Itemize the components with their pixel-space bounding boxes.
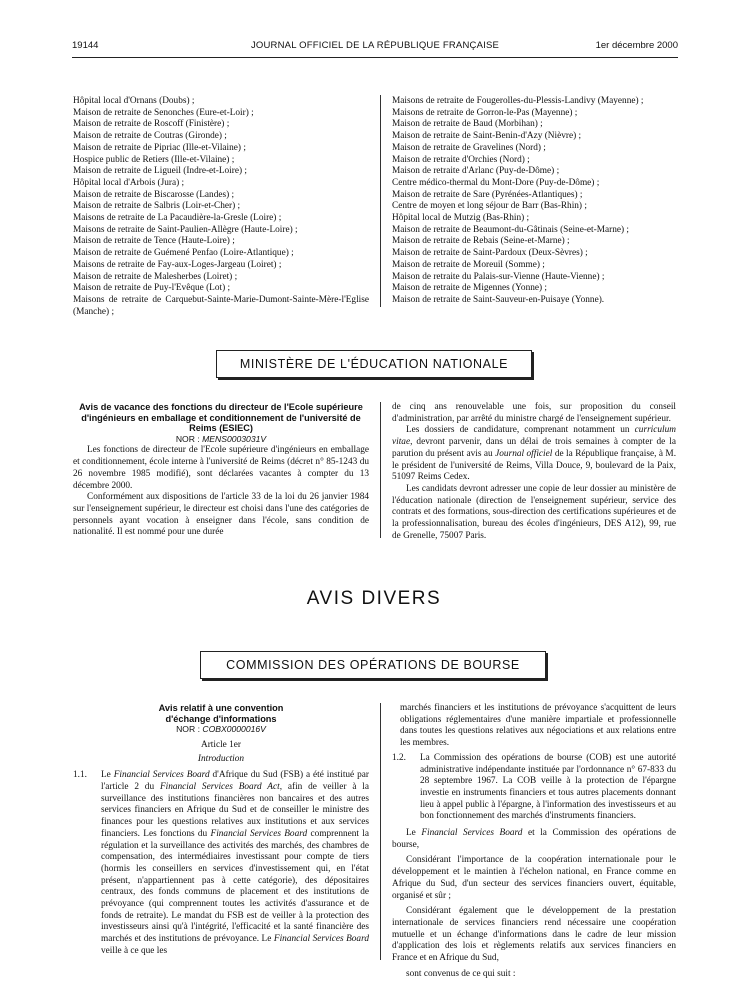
list-item: Maison de retraite de Senonches (Eure-et-Loir) ; (73, 107, 254, 118)
list-item: Maisons de retraite de Fay-aux-Loges-Jargeau (Loiret) ; (73, 259, 282, 270)
publication-date: 1er décembre 2000 (595, 40, 678, 51)
page-number: 19144 (72, 40, 99, 51)
column-divider-esiec (380, 402, 381, 538)
list-item: Maison de retraite de Saint-Benin-d'Azy (Nièvre) ; (392, 131, 582, 142)
ministry-heading-box (216, 350, 532, 378)
list-item: Centre médico-thermal du Mont-Dore (Puy-de-Dôme) ; (392, 177, 600, 188)
column-divider-cob (380, 703, 381, 960)
esiec-nor: NOR : MENS0003031V (175, 433, 267, 444)
list-item: Hôpital local de Mutzig (Bas-Rhin) ; (392, 213, 530, 224)
esiec-nor-code: MENS0003031V (202, 433, 267, 444)
cob-parties-paragraph: Le Financial Services Board et la Commission des opérations de bourse, (392, 828, 676, 850)
list-item: Maison de retraite de Malesherbes (Loiret) ; (73, 271, 238, 282)
cob-notice-left (73, 703, 369, 958)
cob-section-1-2: 1.2. La Commission des opérations de bourse (COB) est une autorité administrative indépendante instituée par l'ordonnance n° 67-833 du 28 septembre 1967. La COB veille à la protection de l'épargne investie en instruments financiers et tous autres placements donnant lieu à appel public à l'épargne, à l'information des investisseurs et au bon fonctionnement des marchés d'instruments financiers. (392, 752, 676, 822)
list-item: Maison de retraite de Biscarosse (Landes) ; (73, 189, 235, 200)
list-item: Maison de retraite de Salbris (Loir-et-Cher) ; (73, 201, 241, 212)
list-item: Maison de retraite de Guémené Penfao (Loire-Atlantique) ; (73, 248, 294, 259)
cob-section-1-1-continued: marchés financiers et les institutions de prévoyance s'acquittent de leurs obligations réglementaires d'une manière impartiale et professionnelle dans toutes les questions relatives aux négociations et aux relations entre les membres. (400, 703, 676, 749)
esiec-paragraph-2: Conformément aux dispositions de l'article 33 de la loi du 26 janvier 1984 sur l'enseignement supérieur, le directeur est choisi dans l'une des catégories de personnels ayant vocation à enseigner dans l'école, sans condition de nationalité. Il est nommé pour une durée (73, 492, 369, 538)
list-item: Centre de moyen et long séjour de Barr (Bas-Rhin) ; (392, 201, 587, 212)
establishment-list-left (73, 96, 369, 318)
list-item: Maison de retraite de Sare (Pyrénées-Atlantiques) ; (392, 189, 583, 200)
cob-title: Avis relatif à une convention d'échange d'informations (158, 703, 284, 724)
list-item: Maison de retraite de Coutras (Gironde) ; (73, 131, 227, 142)
esiec-paragraph-5: Les candidats devront adresser une copie de leur dossier au ministère de l'éducation nationale (direction de l'enseignement supérieur, service des contrats et des formations, sous-direction des certifications supérieures et de la professionnalisation, bureau des écoles d'ingénieurs, DES A12), 99, rue de Grenelle, 75007 Paris. (392, 483, 676, 541)
cob-notice-right (392, 703, 676, 980)
cob-heading: COMMISSION DES OPÉRATIONS DE BOURSE (226, 658, 520, 672)
cob-article-heading: Article 1er (200, 739, 241, 750)
esiec-title: Avis de vacance des fonctions du directeur de l'Ecole supérieure d'ingénieurs en emballage et conditionnement de l'université de Reims (ESIEC) (79, 402, 363, 434)
list-item: Maison de retraite de Rebais (Seine-et-Marne) ; (392, 236, 570, 247)
list-item: Maison de retraite d'Arlanc (Puy-de-Dôme) ; (392, 166, 560, 177)
cob-heading-box (200, 651, 546, 679)
list-item: Maison de retraite de Beaumont-du-Gâtinais (Seine-et-Marne) ; (392, 224, 629, 235)
list-item: Maison de retraite de Baud (Morbihan) ; (392, 119, 543, 130)
list-item: Maison de retraite de Pipriac (Ille-et-Vilaine) ; (73, 142, 246, 153)
list-item: Maisons de retraite de Fougerolles-du-Plessis-Landivy (Mayenne) ; (392, 96, 644, 106)
list-item: Maison de retraite de Saint-Pardoux (Deux-Sèvres) ; (392, 248, 588, 259)
list-item: Maison de retraite d'Orchies (Nord) ; (392, 154, 530, 165)
list-item: Maison de retraite du Palais-sur-Vienne (Haute-Vienne) ; (392, 271, 605, 282)
column-divider-top (380, 95, 381, 307)
list-item: Maison de retraite de Moreuil (Somme) ; (392, 259, 545, 270)
esiec-notice-right (392, 402, 676, 542)
list-item: Maisons de retraite de Carquebut-Sainte-Marie-Dumont-Sainte-Mère-l'Eglise (Manche) ; (73, 294, 369, 317)
journal-title: JOURNAL OFFICIEL DE LA RÉPUBLIQUE FRANÇAISE (250, 40, 500, 51)
list-item: Maisons de retraite de Saint-Paulien-Allègre (Haute-Loire) ; (73, 224, 298, 235)
list-item: Maisons de retraite de Gorron-le-Pas (Mayenne) ; (392, 107, 578, 118)
list-item: Maison de retraite de Roscoff (Finistère) ; (73, 119, 230, 130)
header-rule (72, 57, 678, 58)
list-item: Maison de retraite de Saint-Sauveur-en-Puisaye (Yonne). (392, 294, 605, 305)
list-item: Hôpital local d'Ornans (Doubs) ; (73, 96, 195, 106)
cob-agreement-line: sont convenus de ce qui suit : (406, 968, 516, 979)
list-item: Maison de retraite de Ligueil (Indre-et-Loire) ; (73, 166, 247, 177)
esiec-notice-left (73, 402, 369, 539)
cob-section-1-1: 1.1. Le Financial Services Board d'Afrique du Sud (FSB) a été institué par l'article 2 du Financial Services Board Act, afin de veiller à la surveillance des institutions financières non bancaires et des autres services financiers en Afrique du Sud et de conseiller le ministre des finances pour les questions relatives aux institutions et aux services financiers. Les fonctions du Financial Services Board comprennent la régulation et la surveillance des activités des marchés, des chambres de compensation, des intermédiaires investissant pour compte de tiers (hormis les conseillers en services d'investissement qui, en l'état présent, n'appartiennent pas à cette catégorie), des dépositaires centraux, des fonds communs de placement et des institutions de prévoyance (qui comprennent toutes les activités d'assurance et de fonds de retraite). Le mandat du FSB est de veiller à la protection des investisseurs ainsi qu'à l'intégrité, l'efficacité et la santé financière des marchés et des institutions de prévoyance. Le Financial Services Board veille à ce que les (73, 770, 370, 956)
cob-nor: NOR : COBX0000016V (176, 724, 266, 735)
avis-divers-heading: AVIS DIVERS (306, 588, 442, 609)
cob-considering-2: Considérant également que le développement de la prestation internationale de services financiers rend nécessaire une coopération mutuelle et un échange d'informations dans le cadre de leur mission d'application des lois et règlements relatifs aux services financiers en France et en Afrique du Sud, (392, 906, 676, 964)
list-item: Maison de retraite de Puy-l'Evêque (Lot) ; (73, 283, 231, 294)
esiec-paragraph-3: de cinq ans renouvelable une fois, sur proposition du conseil d'administration, par arrêté du ministre chargé de l'enseignement supérieur. (392, 402, 676, 424)
cob-considering-1: Considérant l'importance de la coopération internationale pour le développement et le maintien à l'échelon national, en France comme en Afrique du Sud, d'un secteur des services financiers ouvert, équitable, organisé et sûr ; (392, 855, 676, 901)
cob-introduction-heading: Introduction (197, 753, 245, 764)
page-header (72, 40, 678, 54)
list-item: Maisons de retraite de La Pacaudière-la-Gresle (Loire) ; (73, 213, 282, 224)
list-item: Maison de retraite de Migennes (Yonne) ; (392, 283, 548, 294)
list-item: Hôpital local d'Arbois (Jura) ; (73, 177, 185, 188)
list-item: Maison de retraite de Tence (Haute-Loire) ; (73, 236, 235, 247)
cob-nor-code: COBX0000016V (202, 724, 266, 735)
establishment-list-right (392, 96, 676, 307)
esiec-paragraph-1: Les fonctions de directeur de l'Ecole supérieure d'ingénieurs en emballage et conditionnement, école interne à l'université de Reims (décret n° 85-1243 du 26 novembre 1985 modifié), sont déclarées vacantes à compter du 13 décembre 2000. (73, 445, 369, 491)
list-item: Hospice public de Retiers (Ille-et-Vilaine) ; (73, 154, 235, 165)
ministry-heading: MINISTÈRE DE L'ÉDUCATION NATIONALE (239, 357, 509, 371)
esiec-paragraph-4: Les dossiers de candidature, comprenant notamment un curriculum vitae, devront parvenir, dans un délai de trois semaines à compter de la parution du présent avis au Journal officiel de la République française, à M. le président de l'université de Reims, Villa Douce, 9, boulevard de la Paix, 51097 Reims Cedex. (392, 425, 677, 483)
list-item: Maison de retraite de Gravelines (Nord) ; (392, 142, 546, 153)
